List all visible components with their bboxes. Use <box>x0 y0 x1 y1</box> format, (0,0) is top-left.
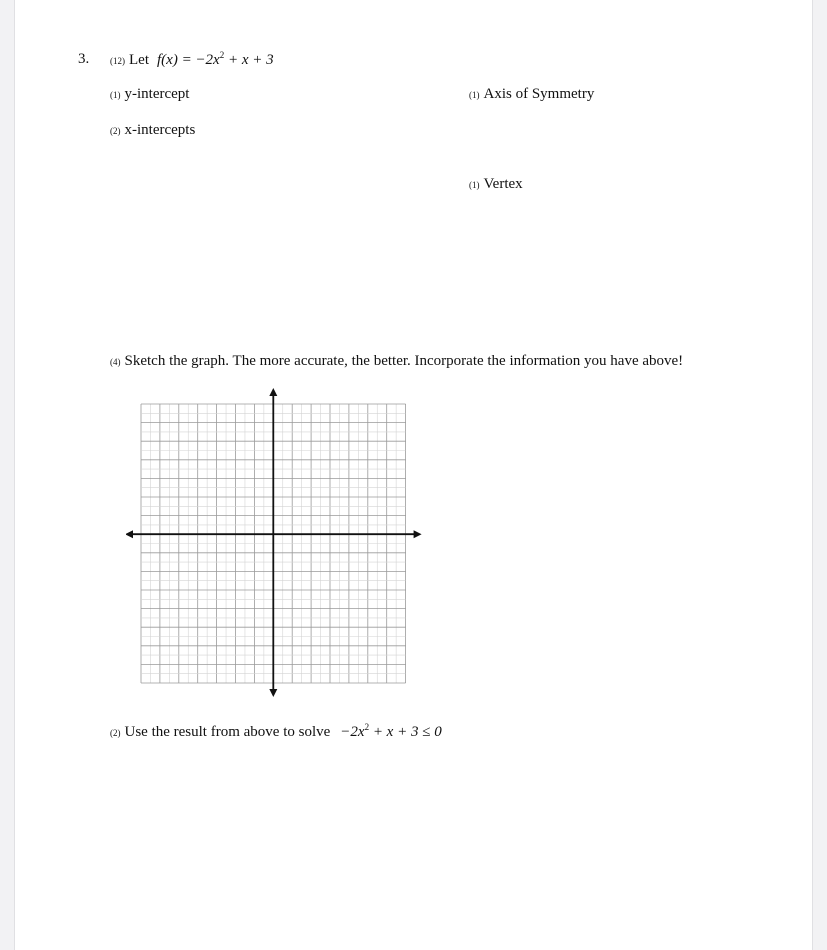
page-left-edge <box>0 0 15 950</box>
vertex-prompt <box>469 175 523 193</box>
sketch-label: Sketch the graph. The more accurate, the better. Incorporate the information you have above! <box>124 353 684 369</box>
let-label: Let <box>129 52 149 68</box>
x-axis-arrow-right <box>414 530 422 538</box>
y-intercept-prompt <box>110 85 189 103</box>
problem-statement <box>110 51 274 69</box>
y-intercept-points: (1) <box>110 90 121 100</box>
y-axis-arrow-down <box>269 689 277 697</box>
coordinate-grid[interactable] <box>126 388 426 698</box>
axis-symmetry-points: (1) <box>469 90 480 100</box>
solve-inequality <box>340 724 441 740</box>
axis-symmetry-label: Axis of Symmetry <box>483 86 595 102</box>
solve-label: Use the result from above to solve <box>124 724 331 740</box>
solve-points: (2) <box>110 728 121 738</box>
problem-number: 3. <box>78 51 90 67</box>
problem-points: (12) <box>110 56 125 66</box>
function-rhs-coef: −2x <box>195 52 220 68</box>
vertex-points: (1) <box>469 180 480 190</box>
function-rhs-exp: 2 <box>219 50 225 60</box>
ineq-tail: + x + 3 ≤ 0 <box>369 724 442 740</box>
y-intercept-label: y-intercept <box>124 86 190 102</box>
axis-symmetry-prompt <box>469 85 594 103</box>
sketch-points: (4) <box>110 357 121 367</box>
x-intercepts-points: (2) <box>110 126 121 136</box>
ineq-exp: 2 <box>364 722 370 732</box>
x-axis-arrow-left <box>126 530 133 538</box>
page-right-edge <box>812 0 827 950</box>
y-axis-arrow-up <box>269 388 277 396</box>
x-intercepts-prompt <box>110 121 195 139</box>
vertex-label: Vertex <box>483 176 523 192</box>
solve-prompt <box>110 723 442 741</box>
sketch-prompt <box>110 352 683 370</box>
ineq-coef: −2x <box>340 724 365 740</box>
x-intercepts-label: x-intercepts <box>124 122 196 138</box>
function-definition <box>157 52 274 68</box>
function-lhs: f(x) = <box>157 52 196 68</box>
function-rhs-tail: + x + 3 <box>224 52 274 68</box>
